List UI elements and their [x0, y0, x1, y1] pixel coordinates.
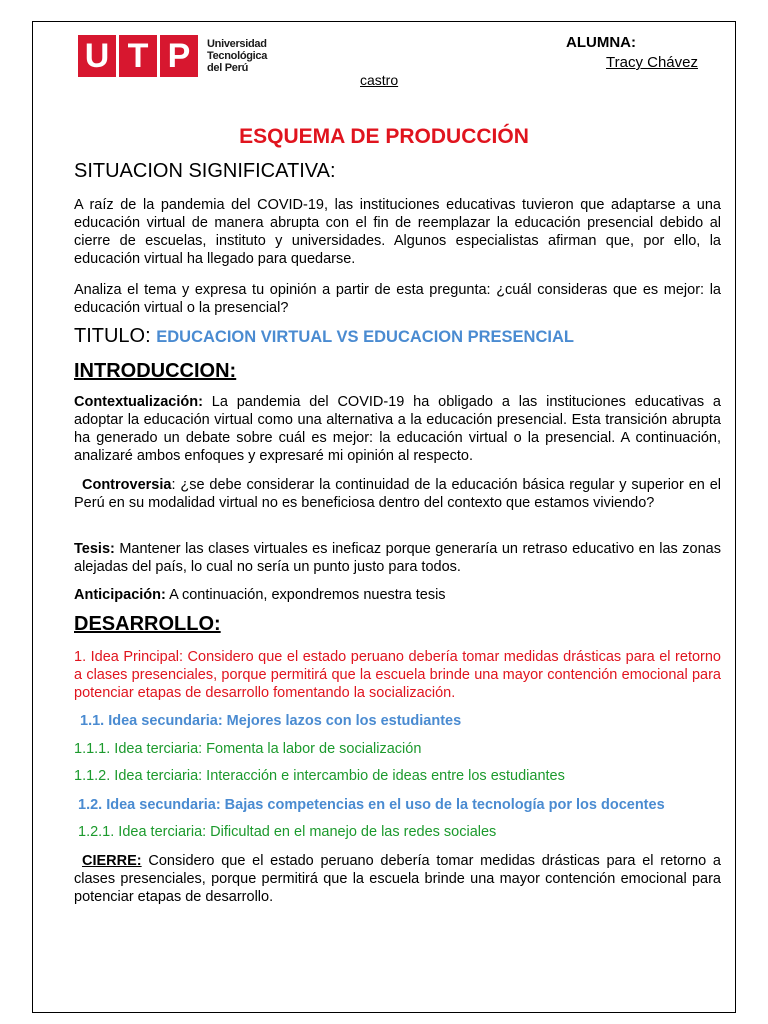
cierre-text: Considero que el estado peruano debería tomar medidas drásticas para el retorno a clases presenciales, porque permitirá que la escuela brinde una mayor contención emocional para potenciar etapas de desarrollo.	[74, 853, 721, 905]
logo-letter-u: U	[78, 35, 116, 77]
alumna-surname: castro	[360, 72, 399, 88]
situacion-paragraph-2: Analiza el tema y expresa tu opinión a partir de esta pregunta: ¿cuál consideras que es mejor: la educación virtual o la presencial?	[74, 282, 721, 316]
logo-text-line-3: del Perú	[207, 62, 249, 74]
tesis-paragraph	[74, 540, 721, 576]
logo-text-line-2: Tecnológica	[207, 50, 268, 62]
situacion-heading-text: SITUACION SIGNIFICATIVA:	[74, 160, 336, 182]
anticipacion-paragraph	[74, 586, 721, 604]
introduccion-heading: INTRODUCCION:	[74, 360, 237, 382]
contextualizacion-label: Contextualización:	[74, 394, 203, 410]
controversia-text: : ¿se debe considerar la continuidad de la educación básica regular y superior en el Perú en su modalidad virtual no es beneficiosa dentro del contexto que estamos viviendo?	[74, 477, 721, 511]
controversia-paragraph	[74, 476, 721, 512]
contextualizacion-paragraph	[74, 393, 721, 465]
idea-principal: 1. Idea Principal: Considero que el estado peruano debería tomar medidas drásticas para el retorno a clases presenciales, porque permitirá que la escuela brinde una mayor contención emocional para potenciar etapas de desarrollo fomentando la socialización.	[74, 649, 721, 701]
logo-letter-t: T	[119, 35, 157, 77]
titulo-value: EDUCACION VIRTUAL VS EDUCACION PRESENCIAL	[156, 328, 574, 346]
idea-terciaria-1-2-1: 1.2.1. Idea terciaria: Dificultad en el manejo de las redes sociales	[78, 824, 497, 840]
logo-letter-p: P	[160, 35, 198, 77]
alumna-name: Tracy Chávez	[606, 54, 698, 71]
utp-logo	[78, 35, 277, 77]
idea-secundaria-1-2: 1.2. Idea secundaria: Bajas competencias en el uso de la tecnología por los docentes	[78, 797, 665, 813]
idea-terciaria-1-1-1: 1.1.1. Idea terciaria: Fomenta la labor de socialización	[74, 741, 422, 757]
cierre-paragraph	[74, 852, 721, 906]
controversia-label: Controversia	[82, 477, 172, 493]
alumna-label: ALUMNA:	[566, 34, 636, 51]
idea-secundaria-1-1: 1.1. Idea secundaria: Mejores lazos con los estudiantes	[80, 713, 462, 729]
situacion-paragraph-1: A raíz de la pandemia del COVID-19, las instituciones educativas tuvieron que adaptarse a una educación virtual de manera abrupta con el fin de reemplazar la educación presencial debido al cierre de escuelas, instituto y universidades. Algunos especialistas afirman que, por ello, la educación virtual ha llegado para quedarse.	[74, 197, 721, 267]
document-title: ESQUEMA DE PRODUCCIÓN	[239, 125, 529, 148]
anticipacion-text: A continuación, expondremos nuestra tesis	[165, 587, 446, 603]
desarrollo-heading: DESARROLLO:	[74, 613, 221, 635]
anticipacion-label: Anticipación:	[74, 587, 166, 603]
cierre-label: CIERRE:	[82, 853, 142, 869]
contextualizacion-text: La pandemia del COVID-19 ha obligado a las instituciones educativas a adoptar la educación virtual como una alternativa a la educación presencial. Esta transición abrupta ha generado un debate sobre cuál es mejor: la educación virtual o la presencial. A continuación, analizaré ambos enfoques y expresaré mi opinión al respecto.	[74, 394, 721, 464]
logo-wordmark	[207, 38, 277, 74]
situacion-heading	[74, 160, 336, 183]
idea-terciaria-1-1-2: 1.1.2. Idea terciaria: Interacción e intercambio de ideas entre los estudiantes	[74, 768, 565, 784]
titulo-label: TITULO:	[74, 325, 151, 347]
logo-text-line-1: Universidad	[207, 38, 267, 50]
tesis-label: Tesis:	[74, 541, 115, 557]
tesis-text: Mantener las clases virtuales es ineficaz porque generaría un retraso educativo en las zonas alejadas del país, lo cual no sería un punto justo para todos.	[74, 541, 721, 575]
titulo-line	[74, 325, 574, 348]
